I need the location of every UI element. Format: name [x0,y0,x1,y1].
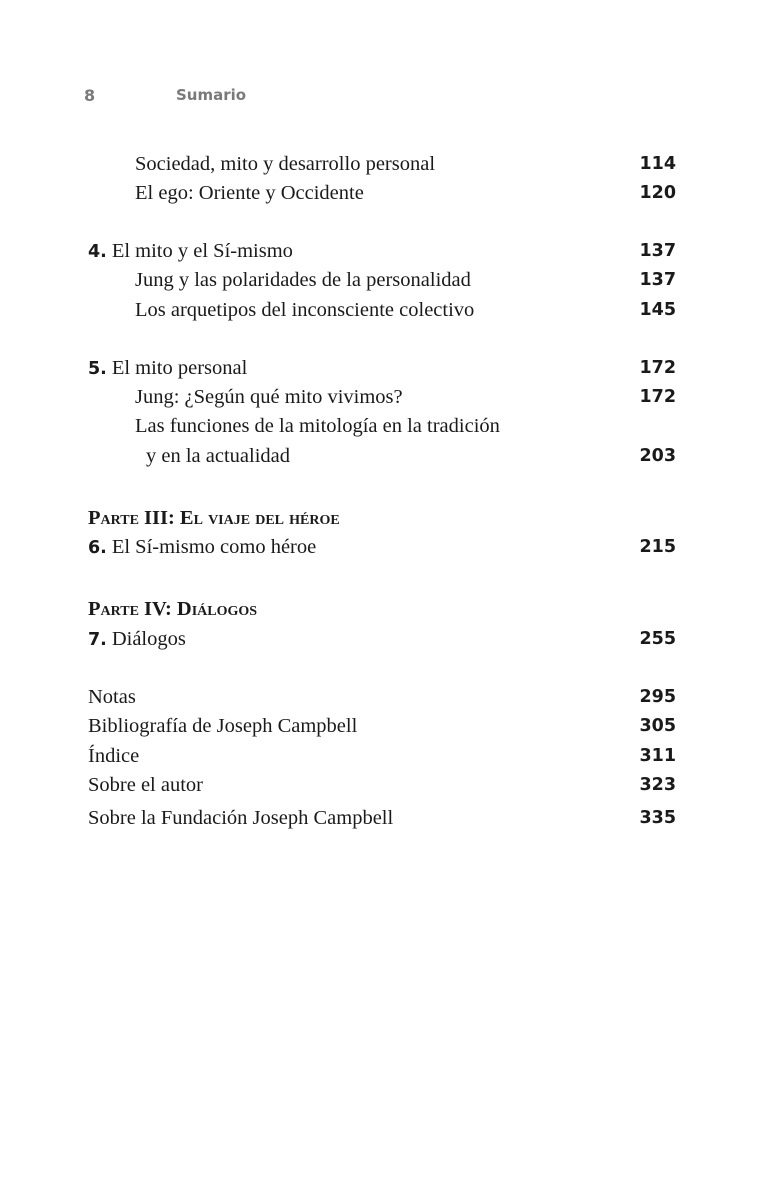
toc-entry-page: 145 [639,300,676,320]
toc-entry-indice[interactable] [88,741,676,771]
toc-entry-bibliografia[interactable] [88,711,676,741]
toc-part-3-heading: Parte III: El viaje del héroe [88,507,340,529]
toc-chapter-4[interactable] [88,236,676,266]
chapter-number: 6. [88,538,107,558]
toc-entry-page: 255 [639,629,676,649]
toc-part-4-heading: Parte IV: Diálogos [88,598,258,620]
toc-entry-page: 215 [639,537,676,557]
chapter-number: 5. [88,359,107,379]
toc-entry-label: El ego: Oriente y Occidente [135,182,364,204]
toc-entry-page: 172 [639,387,676,407]
toc-entry-page: 203 [639,446,676,466]
toc-entry-label: Jung: ¿Según qué mito vivimos? [135,386,403,408]
toc-entry-funciones-cont[interactable] [88,441,676,471]
toc-entry-page: 137 [639,270,676,290]
toc-entry-jung-polaridades[interactable] [88,265,676,295]
toc-entry-autor[interactable] [88,770,676,800]
toc-entry-page: 172 [639,358,676,378]
page-number: 8 [84,86,96,105]
toc-entry-jung-mito[interactable] [88,382,676,412]
toc-entry-page: 120 [639,183,676,203]
toc-entry-page: 137 [639,241,676,261]
toc-chapter-5[interactable] [88,353,676,383]
toc-entry-label: Jung y las polaridades de la personalidad [135,269,471,291]
toc-entry-label: Bibliografía de Joseph Campbell [88,715,358,737]
toc-chapter-6[interactable] [88,532,676,562]
toc-entry-label: El Sí-mismo como héroe [111,536,317,558]
toc-entry-label: Las funciones de la mitología en la tradición [135,415,500,437]
toc-entry-page: 295 [639,687,676,707]
toc-entry-page: 114 [639,154,676,174]
toc-entry-label: Sobre la Fundación Joseph Campbell [88,807,394,829]
toc-entry-label: Los arquetipos del inconsciente colectivo [135,299,475,321]
section-title: Sumario [176,86,247,104]
toc-entry-label-continued: y en la actualidad [146,445,291,467]
toc-entry-page: 305 [639,716,676,736]
toc-entry-sociedad[interactable] [88,149,676,179]
toc-entry-label: Sociedad, mito y desarrollo personal [135,153,436,175]
toc-entry-notas[interactable] [88,682,676,712]
chapter-number: 7. [88,630,107,650]
toc-entry-label: El mito personal [111,357,248,379]
toc-entry-label: Diálogos [111,628,186,650]
toc-entry-funciones[interactable] [88,411,676,441]
chapter-number: 4. [88,242,107,262]
toc-entry-arquetipos[interactable] [88,295,676,325]
toc-entry-page: 311 [639,746,676,766]
toc-entry-label: Notas [88,686,136,708]
toc-entry-ego[interactable] [88,178,676,208]
toc-entry-label: El mito y el Sí-mismo [111,240,293,262]
toc-entry-page: 323 [639,775,676,795]
toc-chapter-7[interactable] [88,624,676,654]
toc-entry-label: Índice [88,745,140,767]
toc-entry-fundacion[interactable] [88,803,676,833]
toc-entry-page: 335 [639,808,676,828]
toc-entry-label: Sobre el autor [88,774,203,796]
